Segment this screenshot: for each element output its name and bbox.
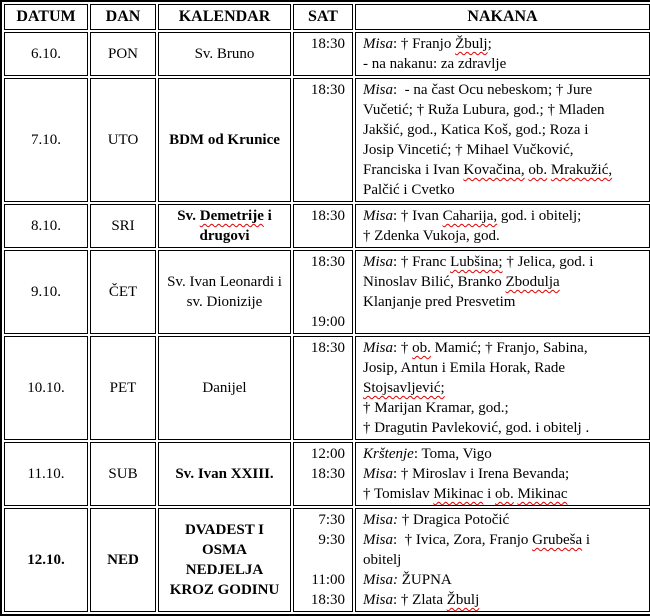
nakana-line: † Zdenka Vukoja, god.	[363, 228, 500, 244]
sat-empty-slot	[296, 550, 345, 570]
nakana-line: Josip Vincetić; † Mihael Vučković,	[363, 142, 574, 158]
nakana-line: Krštenje: Toma, Vigo	[363, 446, 492, 462]
nakana-cell	[355, 204, 650, 248]
nakana-line: Klanjanje pred Presvetim	[363, 294, 516, 310]
table-row	[4, 336, 650, 440]
sat-cell	[293, 336, 353, 440]
nakana-line: † Tomislav Mikinac i ob. Mikinac	[363, 486, 568, 502]
nakana-line: Franciska i Ivan Kovačina, ob. Mrakužić,	[363, 162, 613, 178]
dan-cell: PET	[90, 336, 156, 440]
nakana-line: Palčić i Cvetko	[363, 182, 455, 198]
table-header	[4, 4, 650, 30]
nakana-line: Misa: † Ivica, Zora, Franjo Grubeša i	[363, 532, 591, 548]
sat-time: 19:00	[310, 314, 345, 330]
header-datum: DATUM	[4, 4, 88, 30]
kalendar-line: Sv. Demetrije i	[177, 208, 272, 224]
sat-cell	[293, 442, 353, 506]
kalendar-cell	[158, 78, 291, 202]
sat-cell	[293, 32, 353, 76]
datum-cell: 6.10.	[4, 32, 88, 76]
kalendar-line: sv. Dionizije	[186, 294, 263, 310]
kalendar-line: NEDJELJA	[185, 562, 264, 578]
nakana-line: Misa: † Franc Lubšina; † Jelica, god. i	[363, 254, 594, 270]
header-dan: DAN	[90, 4, 156, 30]
nakana-line: obitelj	[363, 552, 402, 568]
kalendar-cell	[158, 204, 291, 248]
nakana-line: Stojsavljević;	[363, 380, 445, 396]
table-row	[4, 204, 650, 248]
dan-cell: PON	[90, 32, 156, 76]
kalendar-cell	[158, 336, 291, 440]
nakana-line: Misa: † Dragica Potočić	[363, 512, 510, 528]
nakana-cell	[355, 250, 650, 334]
header-kalendar: KALENDAR	[158, 4, 291, 30]
sat-time: 18:30	[310, 254, 345, 270]
kalendar-cell	[158, 508, 291, 612]
header-row	[4, 4, 650, 30]
nakana-line: † Dragutin Pavleković, god. i obitelj .	[363, 420, 590, 436]
dan-cell: SUB	[90, 442, 156, 506]
table-row	[4, 250, 650, 334]
nakana-line: Misa: † Miroslav i Irena Bevanda;	[363, 466, 570, 482]
nakana-line: Misa: † Zlata Žbulj	[363, 592, 480, 608]
nakana-line: - na nakanu: za zdravlje	[363, 56, 507, 72]
sat-time: 18:30	[310, 36, 345, 52]
sat-time: 18:30	[310, 340, 345, 356]
sat-time: 12:00	[310, 446, 345, 462]
nakana-line: Misa: † Franjo Žbulj;	[363, 36, 492, 52]
nakana-line: Misa: - na čast Ocu nebeskom; † Jure	[363, 82, 593, 98]
table-row	[4, 442, 650, 506]
sat-time: 18:30	[310, 466, 345, 482]
sat-time: 18:30	[310, 82, 345, 98]
table-row	[4, 32, 650, 76]
dan-cell: UTO	[90, 78, 156, 202]
nakana-line: Vučetić; † Ruža Lubura, god.; † Mladen	[363, 102, 605, 118]
nakana-cell	[355, 78, 650, 202]
sat-cell	[293, 508, 353, 612]
sat-cell	[293, 78, 353, 202]
dan-cell: ČET	[90, 250, 156, 334]
nakana-line: Misa: † ob. Mamić; † Franjo, Sabina,	[363, 340, 588, 356]
kalendar-line: Sv. Ivan Leonardi i	[167, 274, 282, 290]
nakana-line: Josip, Antun i Emila Horak, Rade	[363, 360, 566, 376]
sat-time: 18:30	[310, 208, 345, 224]
sat-time: 7:30	[318, 512, 345, 528]
kalendar-line: BDM od Krunice	[169, 132, 280, 148]
nakana-line: Misa: ŽUPNA	[363, 572, 452, 588]
kalendar-line: drugovi	[199, 228, 250, 244]
datum-cell: 12.10.	[4, 508, 88, 612]
header-sat: SAT	[293, 4, 353, 30]
datum-cell: 7.10.	[4, 78, 88, 202]
sat-time: 11:00	[311, 572, 345, 588]
sat-time: 9:30	[318, 532, 345, 548]
nakana-cell	[355, 336, 650, 440]
nakana-cell	[355, 442, 650, 506]
sat-empty-slot	[296, 272, 345, 292]
table-row	[4, 78, 650, 202]
nakana-line: † Marijan Kramar, god.;	[363, 400, 509, 416]
kalendar-line: OSMA	[202, 542, 247, 558]
table-body	[4, 32, 650, 612]
kalendar-line: KROZ GODINU	[169, 582, 280, 598]
sat-cell	[293, 204, 353, 248]
dan-cell: SRI	[90, 204, 156, 248]
datum-cell: 11.10.	[4, 442, 88, 506]
datum-cell: 8.10.	[4, 204, 88, 248]
nakana-line: Jakšić, god., Katica Koš, god.; Roza i	[363, 122, 589, 138]
kalendar-cell	[158, 250, 291, 334]
kalendar-line: Sv. Bruno	[194, 46, 255, 62]
datum-cell: 10.10.	[4, 336, 88, 440]
datum-cell: 9.10.	[4, 250, 88, 334]
kalendar-cell	[158, 32, 291, 76]
sat-time: 18:30	[310, 592, 345, 608]
nakana-cell	[355, 508, 650, 612]
table-row	[4, 508, 650, 612]
kalendar-cell	[158, 442, 291, 506]
nakana-cell	[355, 32, 650, 76]
sat-empty-slot	[296, 292, 345, 312]
dan-cell: NED	[90, 508, 156, 612]
kalendar-line: DVADEST I	[184, 522, 265, 538]
kalendar-line: Sv. Ivan XXIII.	[175, 466, 274, 482]
header-nakana: NAKANA	[355, 4, 650, 30]
kalendar-line: Danijel	[202, 380, 247, 396]
sat-cell	[293, 250, 353, 334]
nakana-line: Misa: † Ivan Caharija, god. i obitelj;	[363, 208, 582, 224]
nakana-line: Ninoslav Bilić, Branko Zbodulja	[363, 274, 560, 290]
